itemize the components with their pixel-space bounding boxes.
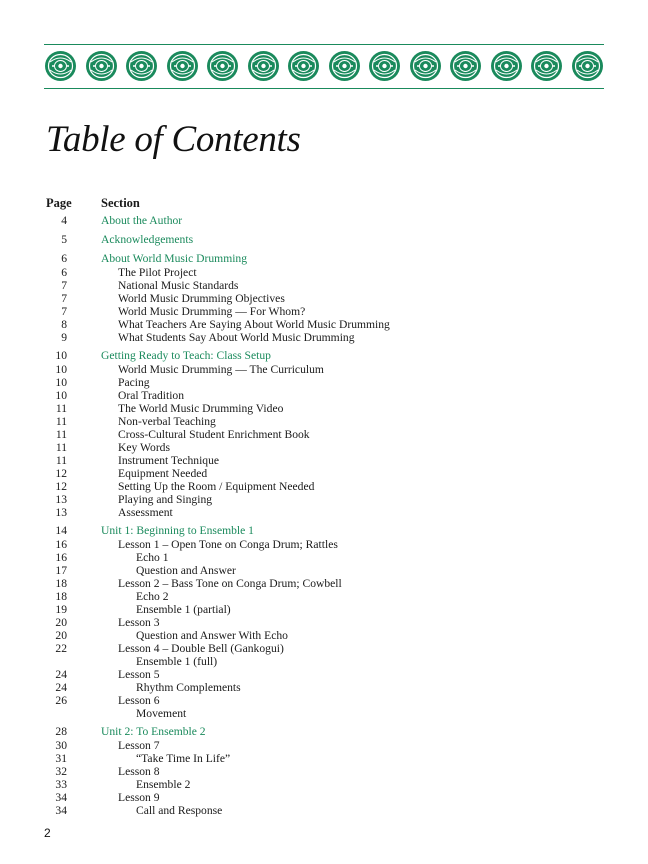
toc-entry bbox=[46, 668, 606, 681]
toc-group bbox=[46, 349, 606, 519]
toc-page-number: 16 bbox=[55, 551, 67, 564]
toc-entry bbox=[46, 292, 606, 305]
toc-entry bbox=[46, 467, 606, 480]
toc-entry-title: Equipment Needed bbox=[118, 467, 208, 480]
toc-page-number: 16 bbox=[55, 538, 67, 551]
toc-page-number: 11 bbox=[55, 454, 67, 467]
toc-page-number: 17 bbox=[55, 564, 67, 577]
toc-page-number: 10 bbox=[55, 376, 67, 389]
toc-page-number: 34 bbox=[55, 804, 67, 817]
toc-page-number: 22 bbox=[55, 642, 67, 655]
concentric-circle-medallion-icon bbox=[571, 50, 604, 82]
toc-entry-title: Lesson 3 bbox=[118, 616, 160, 629]
concentric-circle-medallion-icon bbox=[125, 50, 158, 82]
toc-entry bbox=[46, 538, 606, 551]
toc-entry bbox=[46, 331, 606, 344]
toc-entry-title: Cross-Cultural Student Enrichment Book bbox=[118, 428, 310, 441]
toc-entry-title: The Pilot Project bbox=[118, 266, 197, 279]
concentric-circle-medallion-icon bbox=[409, 50, 442, 82]
toc-page-number: 5 bbox=[61, 233, 67, 246]
toc-entry bbox=[46, 707, 606, 720]
concentric-circle-medallion-icon bbox=[166, 50, 199, 82]
toc-entry-title: World Music Drumming Objectives bbox=[118, 292, 285, 305]
toc-section-heading bbox=[46, 233, 606, 247]
toc-entry-title: Lesson 8 bbox=[118, 765, 160, 778]
toc-entry bbox=[46, 681, 606, 694]
toc-entry-title: Lesson 6 bbox=[118, 694, 160, 707]
concentric-circle-medallion-icon bbox=[368, 50, 401, 82]
toc-entry-title: “Take Time In Life” bbox=[136, 752, 231, 765]
toc-entry bbox=[46, 493, 606, 506]
section-column-header: Section bbox=[101, 196, 140, 210]
toc-entry bbox=[46, 564, 606, 577]
concentric-circle-medallion-icon bbox=[85, 50, 118, 82]
toc-page-number: 30 bbox=[55, 739, 67, 752]
concentric-circle-medallion-icon bbox=[530, 50, 563, 82]
toc-page-number: 24 bbox=[55, 681, 67, 694]
toc-page-number: 24 bbox=[55, 668, 67, 681]
toc-entry bbox=[46, 279, 606, 292]
toc-entry bbox=[46, 603, 606, 616]
toc-header bbox=[46, 196, 606, 212]
concentric-circle-medallion-icon bbox=[247, 50, 280, 82]
toc-entry-title: Ensemble 2 bbox=[136, 778, 191, 791]
toc-entry bbox=[46, 629, 606, 642]
toc-entry-title: Echo 1 bbox=[136, 551, 169, 564]
toc-entry-title: Call and Response bbox=[136, 804, 223, 817]
toc-page-number: 11 bbox=[55, 402, 67, 415]
concentric-circle-medallion-icon bbox=[449, 50, 482, 82]
toc-page-number: 13 bbox=[55, 506, 67, 519]
toc-entry bbox=[46, 305, 606, 318]
toc-page-number: 20 bbox=[55, 616, 67, 629]
decorative-border-band bbox=[44, 44, 604, 90]
toc-entry-title: About the Author bbox=[101, 214, 183, 227]
bottom-rule bbox=[44, 88, 604, 89]
toc-page-number: 7 bbox=[61, 292, 67, 305]
toc-entry-title: About World Music Drumming bbox=[101, 252, 248, 265]
toc-entry-title: Non-verbal Teaching bbox=[118, 415, 216, 428]
toc-entry-title: Getting Ready to Teach: Class Setup bbox=[101, 349, 271, 362]
toc-entry-title: Lesson 9 bbox=[118, 791, 160, 804]
toc-entry bbox=[46, 454, 606, 467]
toc-entry bbox=[46, 551, 606, 564]
toc-page-number: 32 bbox=[55, 765, 67, 778]
toc-group bbox=[46, 524, 606, 720]
toc-entry-title: Movement bbox=[136, 707, 187, 720]
toc-entry-title: Oral Tradition bbox=[118, 389, 185, 402]
table-of-contents bbox=[46, 214, 606, 822]
toc-entry-title: Instrument Technique bbox=[118, 454, 220, 467]
toc-page-number: 10 bbox=[55, 363, 67, 376]
toc-page-number: 6 bbox=[61, 252, 67, 265]
toc-entry-title: Ensemble 1 (full) bbox=[136, 655, 218, 668]
toc-entry bbox=[46, 415, 606, 428]
toc-entry-title: Lesson 7 bbox=[118, 739, 160, 752]
toc-entry-title: Unit 2: To Ensemble 2 bbox=[101, 725, 206, 738]
toc-section-heading bbox=[46, 252, 606, 266]
toc-entry-title: Rhythm Complements bbox=[136, 681, 241, 694]
toc-entry-title: What Students Say About World Music Drumming bbox=[118, 331, 355, 344]
concentric-circle-medallion-icon bbox=[44, 50, 77, 82]
toc-entry-title: Pacing bbox=[118, 376, 150, 389]
toc-entry-title: Unit 1: Beginning to Ensemble 1 bbox=[101, 524, 254, 537]
toc-entry-title: The World Music Drumming Video bbox=[118, 402, 284, 415]
toc-page-number: 7 bbox=[61, 279, 67, 292]
toc-entry-title: Acknowledgements bbox=[101, 233, 194, 246]
toc-page-number: 18 bbox=[55, 590, 67, 603]
toc-page-number: 11 bbox=[55, 441, 67, 454]
toc-entry-title: Lesson 2 – Bass Tone on Conga Drum; Cowbell bbox=[118, 577, 342, 590]
toc-entry bbox=[46, 778, 606, 791]
toc-page-number: 10 bbox=[55, 389, 67, 402]
toc-entry bbox=[46, 752, 606, 765]
toc-entry bbox=[46, 428, 606, 441]
toc-page-number: 4 bbox=[61, 214, 67, 227]
toc-entry bbox=[46, 765, 606, 778]
concentric-circle-medallion-icon bbox=[328, 50, 361, 82]
toc-page-number: 20 bbox=[55, 629, 67, 642]
toc-page-number: 7 bbox=[61, 305, 67, 318]
toc-page-number: 12 bbox=[55, 480, 67, 493]
toc-page-number: 6 bbox=[61, 266, 67, 279]
toc-entry-title: Lesson 5 bbox=[118, 668, 160, 681]
toc-entry bbox=[46, 616, 606, 629]
toc-entry bbox=[46, 402, 606, 415]
toc-entry bbox=[46, 577, 606, 590]
toc-page-number: 10 bbox=[55, 349, 67, 362]
toc-entry-title: What Teachers Are Saying About World Music Drumming bbox=[118, 318, 390, 331]
toc-entry bbox=[46, 480, 606, 493]
medallion-row bbox=[44, 50, 604, 82]
toc-entry bbox=[46, 318, 606, 331]
toc-page-number: 14 bbox=[55, 524, 67, 537]
concentric-circle-medallion-icon bbox=[490, 50, 523, 82]
toc-entry bbox=[46, 363, 606, 376]
toc-entry-title: National Music Standards bbox=[118, 279, 239, 292]
toc-page-number: 28 bbox=[55, 725, 67, 738]
toc-entry bbox=[46, 266, 606, 279]
toc-entry-title: Key Words bbox=[118, 441, 170, 454]
toc-entry bbox=[46, 389, 606, 402]
toc-entry bbox=[46, 739, 606, 752]
toc-entry bbox=[46, 791, 606, 804]
toc-page-number: 8 bbox=[61, 318, 67, 331]
toc-entry-title: World Music Drumming — The Curriculum bbox=[118, 363, 324, 376]
toc-entry bbox=[46, 441, 606, 454]
toc-section-heading bbox=[46, 214, 606, 228]
toc-page-number: 19 bbox=[55, 603, 67, 616]
page-column-header: Page bbox=[46, 196, 72, 210]
toc-page-number: 11 bbox=[55, 415, 67, 428]
toc-page-number: 18 bbox=[55, 577, 67, 590]
concentric-circle-medallion-icon bbox=[206, 50, 239, 82]
page-number: 2 bbox=[44, 826, 51, 840]
toc-page-number: 12 bbox=[55, 467, 67, 480]
toc-entry bbox=[46, 694, 606, 707]
toc-entry-title: Setting Up the Room / Equipment Needed bbox=[118, 480, 315, 493]
toc-page-number: 33 bbox=[55, 778, 67, 791]
toc-page-number: 9 bbox=[61, 331, 67, 344]
toc-group bbox=[46, 214, 606, 228]
toc-group bbox=[46, 725, 606, 817]
toc-group bbox=[46, 233, 606, 247]
toc-entry bbox=[46, 655, 606, 668]
toc-entry-title: Ensemble 1 (partial) bbox=[136, 603, 231, 616]
toc-page-number: 31 bbox=[55, 752, 67, 765]
toc-entry-title: Assessment bbox=[118, 506, 173, 519]
toc-entry-title: Lesson 1 – Open Tone on Conga Drum; Rattles bbox=[118, 538, 338, 551]
toc-entry bbox=[46, 590, 606, 603]
toc-entry-title: Echo 2 bbox=[136, 590, 169, 603]
toc-entry bbox=[46, 642, 606, 655]
concentric-circle-medallion-icon bbox=[287, 50, 320, 82]
toc-entry bbox=[46, 506, 606, 519]
toc-section-heading bbox=[46, 349, 606, 363]
toc-section-heading bbox=[46, 524, 606, 538]
toc-entry-title: Question and Answer bbox=[136, 564, 236, 577]
top-rule bbox=[44, 44, 604, 45]
toc-entry bbox=[46, 376, 606, 389]
toc-section-heading bbox=[46, 725, 606, 739]
toc-entry-title: Playing and Singing bbox=[118, 493, 213, 506]
toc-page-number: 11 bbox=[55, 428, 67, 441]
toc-entry-title: Question and Answer With Echo bbox=[136, 629, 288, 642]
toc-page-number: 13 bbox=[55, 493, 67, 506]
toc-entry bbox=[46, 804, 606, 817]
toc-group bbox=[46, 252, 606, 344]
toc-page-number: 26 bbox=[55, 694, 67, 707]
toc-entry-title: World Music Drumming — For Whom? bbox=[118, 305, 306, 318]
toc-page-number: 34 bbox=[55, 791, 67, 804]
toc-entry-title: Lesson 4 – Double Bell (Gankogui) bbox=[118, 642, 284, 655]
page-title: Table of Contents bbox=[46, 119, 301, 160]
